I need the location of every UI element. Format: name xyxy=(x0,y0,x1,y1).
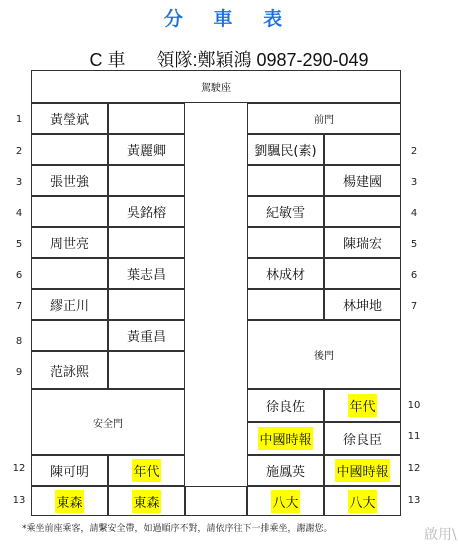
rear-door: 後門 xyxy=(247,320,401,389)
seat-r6-d xyxy=(324,258,401,289)
seat-r1-a: 黃瑩斌 xyxy=(31,103,108,134)
seat-r13-c: 八大 xyxy=(247,486,324,516)
seat-r6-a xyxy=(31,258,108,289)
seat-r7-d: 林坤地 xyxy=(324,289,401,320)
row-number-right: 10 xyxy=(407,400,421,411)
front-door: 前門 xyxy=(247,103,401,134)
seat-r5-d: 陳瑞宏 xyxy=(324,227,401,258)
row-number-left: 7 xyxy=(15,301,23,312)
row-number-right: 2 xyxy=(410,146,418,157)
seat-r4-b: 吳銘榕 xyxy=(108,196,185,227)
seat-r3-c xyxy=(247,165,324,196)
seat-r8-a xyxy=(31,320,108,351)
safety-door: 安全門 xyxy=(31,389,185,455)
page-title: 分 車 表 xyxy=(163,8,295,30)
row-number-right: 4 xyxy=(410,208,418,219)
seat-r6-c: 林成材 xyxy=(247,258,324,289)
row-number-left: 12 xyxy=(12,463,26,474)
row-number-right: 5 xyxy=(410,239,418,250)
seat-r13-b: 東森 xyxy=(108,486,185,516)
seat-r9-b xyxy=(108,351,185,389)
row-number-left: 13 xyxy=(12,495,26,506)
seat-r2-b: 黃麗卿 xyxy=(108,134,185,165)
seat-r2-d xyxy=(324,134,401,165)
row-number-left: 4 xyxy=(15,208,23,219)
row-number-left: 9 xyxy=(15,367,23,378)
row-number-left: 8 xyxy=(15,336,23,347)
seat-r3-b xyxy=(108,165,185,196)
seat-r8-b: 黃重昌 xyxy=(108,320,185,351)
seating-chart xyxy=(31,70,401,516)
row-number-left: 1 xyxy=(15,114,23,125)
seat-r4-c: 紀敏雪 xyxy=(247,196,324,227)
seat-r3-a: 張世強 xyxy=(31,165,108,196)
seat-r5-a: 周世亮 xyxy=(31,227,108,258)
seat-r13-a: 東森 xyxy=(31,486,108,516)
seat-r7-b xyxy=(108,289,185,320)
row-number-left: 6 xyxy=(15,270,23,281)
row-number-right: 13 xyxy=(407,495,421,506)
row-number-right: 7 xyxy=(410,301,418,312)
seat-r6-b: 葉志昌 xyxy=(108,258,185,289)
row-number-right: 11 xyxy=(407,431,421,442)
seat-r10-c: 徐良佐 xyxy=(247,389,324,422)
seat-r7-c xyxy=(247,289,324,320)
seat-r11-c: 中國時報 xyxy=(247,422,324,455)
row-number-left: 3 xyxy=(15,177,23,188)
seat-r3-d: 楊建國 xyxy=(324,165,401,196)
seat-r13-d: 八大 xyxy=(324,486,401,516)
row-number-right: 12 xyxy=(407,463,421,474)
row-number-left: 2 xyxy=(15,146,23,157)
seat-r10-d: 年代 xyxy=(324,389,401,422)
seat-r12-a: 陳可明 xyxy=(31,455,108,486)
seat-r12-d: 中國時報 xyxy=(324,455,401,486)
row-number-left: 5 xyxy=(15,239,23,250)
row-number-right: 3 xyxy=(410,177,418,188)
car-label: C 車 xyxy=(89,50,126,70)
seat-r7-a: 繆正川 xyxy=(31,289,108,320)
seat-r9-a: 范詠熙 xyxy=(31,351,108,389)
page-subtitle xyxy=(0,46,458,72)
seat-r13-aisle xyxy=(185,486,247,516)
footnote: *乘坐前座乘客，請繫安全帶，如過順序不對，請依序往下一排乘坐，謝謝您。 xyxy=(22,524,333,534)
seat-r5-b xyxy=(108,227,185,258)
seat-r2-c: 劉颿民(素) xyxy=(247,134,324,165)
seat-r4-a xyxy=(31,196,108,227)
driver-seat: 駕駛座 xyxy=(31,70,401,103)
watermark: 啟用\ xyxy=(424,527,457,543)
leader-info: 領隊:鄭穎鴻 0987-290-049 xyxy=(156,50,369,70)
seat-r12-c: 施鳳英 xyxy=(247,455,324,486)
seat-r5-c xyxy=(247,227,324,258)
seat-r4-d xyxy=(324,196,401,227)
seat-r12-b: 年代 xyxy=(108,455,185,486)
seat-r11-d: 徐良臣 xyxy=(324,422,401,455)
seat-r1-b xyxy=(108,103,185,134)
seat-r2-a xyxy=(31,134,108,165)
row-number-right: 6 xyxy=(410,270,418,281)
